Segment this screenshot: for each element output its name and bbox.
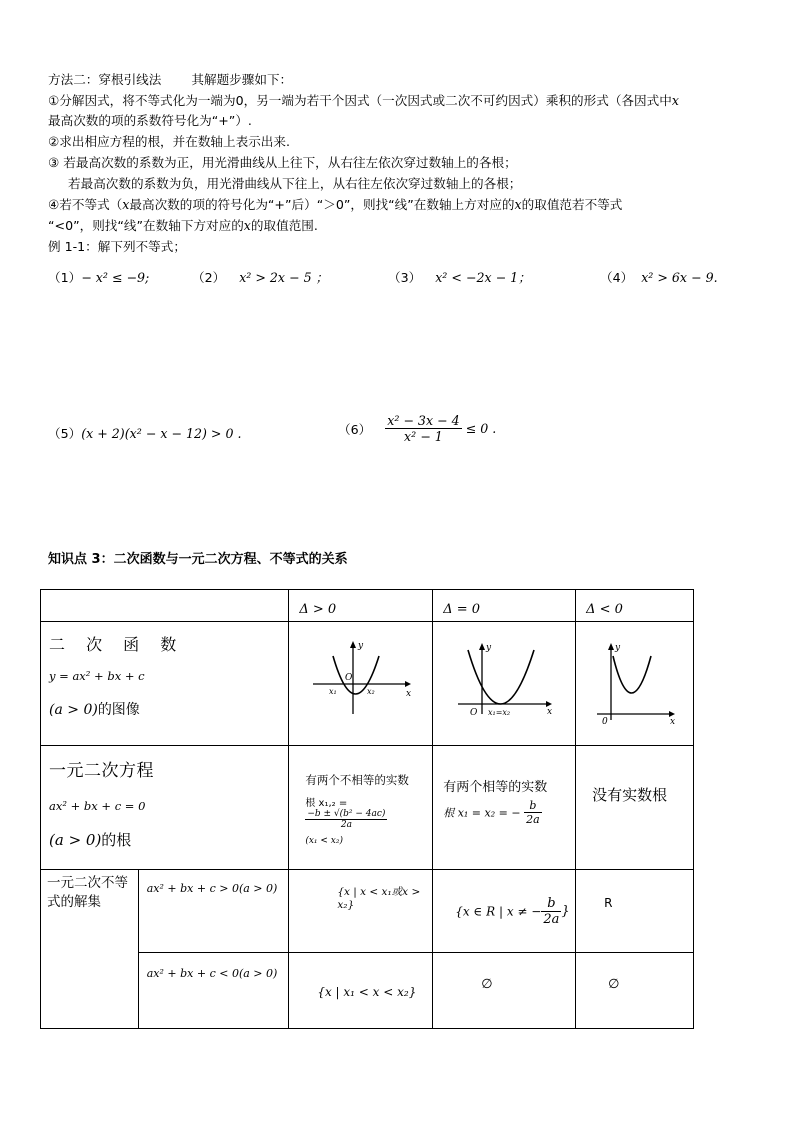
problem-6	[338, 413, 496, 444]
row3-neg-2: ∅	[608, 977, 620, 992]
step4a-part2: 最高次数的项的符号化为“+”后）“＞0”，则找“线”在数轴上方对应的	[129, 197, 515, 212]
row2-label-a: 一元二次方程	[49, 761, 154, 781]
graph-pos-x-label: x	[405, 689, 411, 699]
row3-pos-2-cell	[289, 953, 433, 1029]
row3-zero-2: ∅	[481, 977, 493, 992]
method-step1b: 最高次数的项的系数符号化为“+”）.	[48, 113, 252, 128]
method-title: 方法二：穿根引线法	[48, 72, 162, 87]
problem-4-expr: x² > 6x − 9.	[641, 270, 718, 285]
method-step1a	[48, 91, 679, 111]
graph-zero-y-label: y	[486, 643, 492, 653]
graph-pos-y-arrow	[350, 641, 356, 648]
row2-neg-cell	[576, 746, 694, 870]
row1-label-a: 二 次 函 数	[49, 635, 185, 654]
table-header-row	[41, 590, 694, 622]
row3-zero-1b: }	[561, 904, 570, 919]
row2-pos-b: 根 x₁,₂ =	[305, 798, 348, 809]
row1-label-d: 的图像	[97, 702, 140, 718]
graph-neg-y-arrow	[608, 643, 614, 650]
problem-4-label: （4）	[600, 270, 634, 285]
row2-label-b: ax² + bx + c = 0	[49, 799, 146, 813]
row3-label: 一元二次不等式的解集	[47, 875, 128, 910]
section-title: 知识点 3：二次函数与一元二次方程、不等式的关系	[48, 552, 348, 567]
problem-5	[48, 424, 242, 444]
graph-neg-parabola	[613, 656, 651, 693]
problem-6-numerator: x² − 3x − 4	[387, 413, 460, 428]
problem-5-expr: (x + 2)(x² − x − 12) > 0 .	[81, 426, 242, 441]
row2-label-cd	[49, 829, 280, 850]
row2-label-cell	[41, 746, 289, 870]
row3-pos-1-cell	[289, 870, 433, 953]
row2-label-d: 的根	[101, 831, 132, 849]
header-empty-cell	[41, 590, 289, 622]
row2-label-c: (a > 0)	[49, 831, 102, 849]
problem-2-expr: x² > 2x − 5 ；	[239, 270, 329, 285]
problem-1	[48, 268, 149, 288]
method-steps-intro: 其解题步骤如下：	[191, 72, 293, 87]
method-step4a	[48, 195, 622, 215]
row1-label-c: (a > 0)	[49, 702, 98, 718]
header-delta-zero-text: Δ = 0	[443, 602, 481, 617]
step4b-part2: 的取值范围.	[250, 218, 318, 233]
row1-label-cell	[41, 622, 289, 746]
graph-pos-x2: x₂	[366, 687, 375, 696]
row3-zero-1num: b	[541, 896, 561, 912]
header-delta-neg-text: Δ < 0	[586, 602, 623, 617]
row2-pos-c: (x₁ < x₂)	[305, 836, 343, 846]
method-title-line	[48, 70, 292, 90]
row3-sub1: ax² + bx + c > 0(a > 0)	[146, 882, 278, 895]
row3-pos-1: {x | x < x₁或x > x₂}	[337, 886, 421, 911]
graph-neg-origin: 0	[601, 717, 608, 724]
relation-table	[40, 589, 694, 1029]
row3-zero-1-fraction	[541, 896, 561, 927]
row2-zero-den: 2a	[526, 813, 540, 826]
method-step4b	[48, 216, 318, 236]
row3-label-cell	[41, 870, 139, 1029]
graph-neg-x-label: x	[669, 717, 675, 724]
step4b-var: x	[243, 218, 251, 233]
row3-sub2-cell	[138, 953, 289, 1029]
graph-pos-y-label: y	[357, 641, 363, 651]
step4a-part3: 的取值范若不等式	[521, 197, 623, 212]
table-row-graph	[41, 622, 694, 746]
step4a-part1: ④若不等式（	[48, 197, 123, 212]
graph-zero-y-arrow	[479, 643, 485, 650]
method-step3a: ③ 若最高次数的系数为正，用光滑曲线从上往下，从右往左依次穿过数轴上的各根；	[48, 155, 517, 170]
step4b-part1: “<0”，则找“线”在数轴下方对应的	[48, 218, 244, 233]
header-delta-pos	[289, 590, 433, 622]
step4a-var: x	[122, 197, 130, 212]
graph-cell-neg	[576, 622, 694, 746]
example-title: 例 1-1：解下列不等式；	[48, 239, 186, 254]
header-delta-neg	[576, 590, 694, 622]
graph-zero-origin: O	[470, 708, 478, 718]
graph-pos-x-arrow	[405, 681, 411, 687]
row2-pos-fraction	[305, 809, 387, 830]
row3-zero-2-cell	[433, 953, 576, 1029]
method-step3b: 若最高次数的系数为负，用光滑曲线从下往上，从右往左依次穿过数轴上的各根；	[68, 176, 522, 191]
problem-3	[388, 268, 531, 288]
problem-4	[600, 268, 718, 288]
row3-zero-1den: 2a	[543, 912, 560, 927]
row2-zero-cell	[433, 746, 576, 870]
table-row-ineq-lt	[41, 953, 694, 1029]
problem-1-label: （1）	[48, 270, 82, 285]
problem-3-label: （3）	[388, 270, 422, 285]
problem-6-denominator: x² − 1	[404, 429, 443, 444]
problem-6-label: （6）	[338, 422, 372, 437]
graph-cell-zero	[433, 622, 576, 746]
table-row-roots	[41, 746, 694, 870]
row3-zero-1a: {x ∈ R | x ≠ −	[455, 904, 542, 919]
graph-neg-y-label: y	[614, 643, 620, 653]
row3-pos-2: {x | x₁ < x < x₂}	[317, 985, 417, 999]
problem-5-label: （5）	[48, 426, 82, 441]
problem-2-label: （2）	[192, 270, 226, 285]
row2-pos-a: 有两个不相等的实数	[305, 773, 409, 787]
graph-zero-x1x2: x₁=x₂	[488, 708, 511, 717]
row2-zero-num: b	[524, 799, 542, 813]
row2-zero-formula	[443, 799, 575, 826]
graph-two-roots	[309, 638, 413, 718]
row2-zero-b: 根 x₁ = x₂ = −	[443, 806, 521, 820]
row3-zero-1-cell	[433, 870, 576, 953]
row3-neg-1: R	[604, 896, 613, 910]
table-row-ineq-gt	[41, 870, 694, 953]
row2-pos-num: −b ± √(b² − 4ac)	[307, 809, 386, 819]
graph-cell-pos	[289, 622, 433, 746]
problem-2	[192, 268, 328, 288]
row2-pos-formula	[305, 794, 432, 830]
row2-zero-a: 有两个相等的实数	[443, 780, 548, 795]
header-delta-zero	[433, 590, 576, 622]
row2-zero-fraction	[524, 799, 542, 826]
row3-neg-1-cell	[576, 870, 694, 953]
row1-label-b: y = ax² + bx + c	[49, 669, 145, 683]
graph-zero-parabola	[468, 650, 534, 704]
graph-no-root	[593, 638, 677, 724]
method-step2: ②求出相应方程的根，并在数轴上表示出来.	[48, 134, 290, 149]
row3-sub1-cell	[138, 870, 289, 953]
problem-3-expr: x² < −2x − 1；	[435, 270, 531, 285]
graph-one-root	[454, 638, 554, 718]
row2-pos-cell	[289, 746, 433, 870]
step1a-text: ①分解因式，将不等式化为一端为0，另一端为若干个因式（一次因式或二次不可约因式）乘积的形式（各因式中	[48, 93, 672, 108]
row2-neg-text: 没有实数根	[592, 786, 668, 804]
step1-var: x	[671, 93, 679, 108]
graph-pos-origin: O	[344, 673, 353, 683]
graph-zero-x-label: x	[547, 707, 553, 717]
problem-6-rest: ≤ 0 .	[465, 421, 497, 436]
row3-sub2: ax² + bx + c < 0(a > 0)	[146, 967, 278, 980]
header-delta-pos-text: Δ > 0	[299, 602, 337, 617]
graph-pos-x1: x₁	[328, 687, 337, 696]
problem-1-expr: − x² ≤ −9;	[81, 270, 150, 285]
row2-pos-den: 2a	[340, 820, 352, 830]
step4a-var2: x	[514, 197, 522, 212]
problem-6-fraction	[385, 413, 461, 444]
row1-label-cd	[49, 699, 280, 719]
row3-neg-2-cell	[576, 953, 694, 1029]
